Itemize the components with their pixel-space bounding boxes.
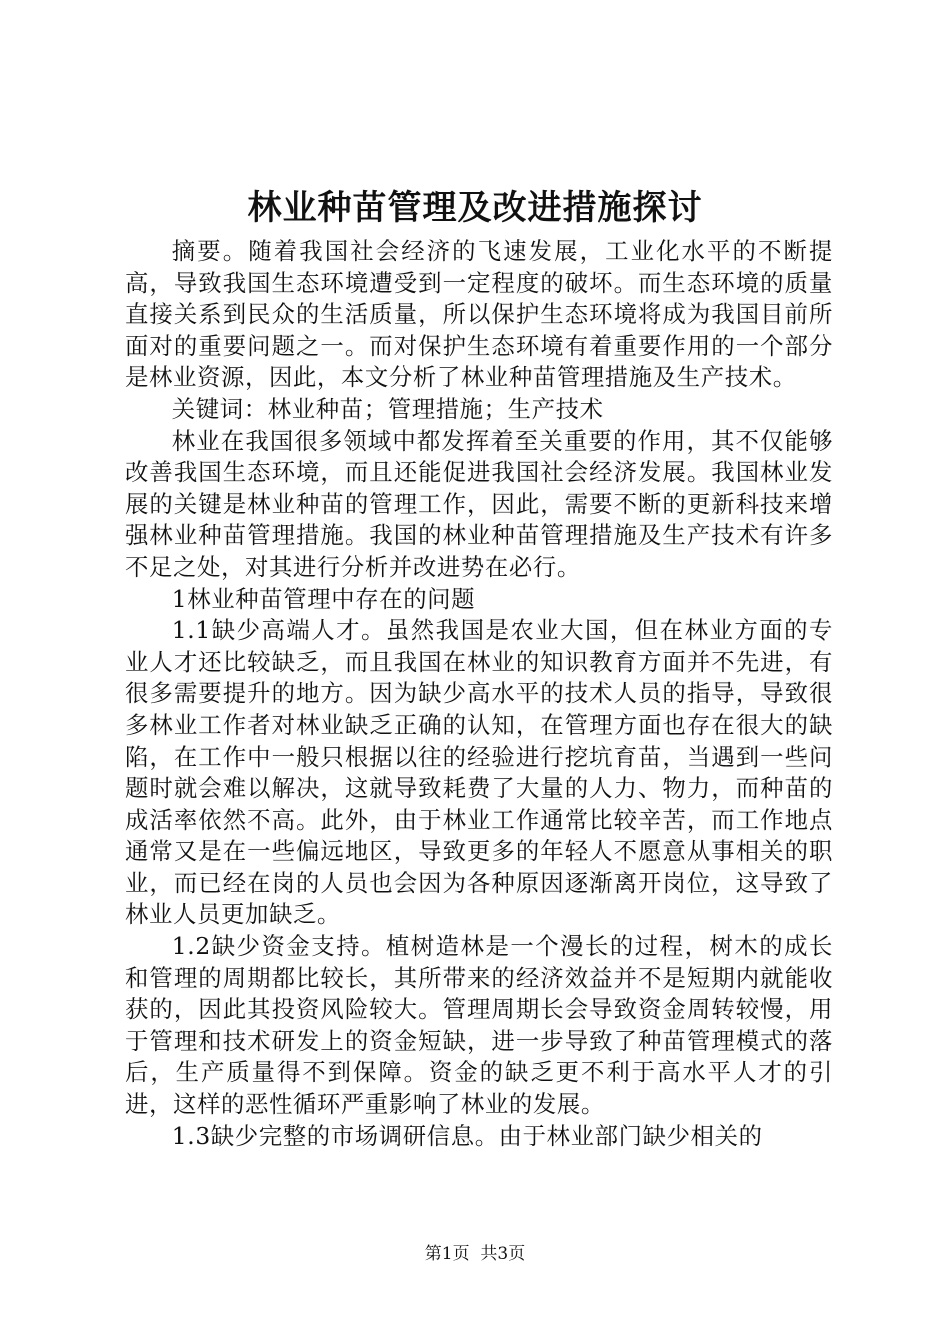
keywords-paragraph: 关键词：林业种苗；管理措施；生产技术	[171, 394, 604, 423]
page-number-label: 第1页	[424, 1244, 470, 1264]
section-heading: 1林业种苗管理中存在的问题	[171, 584, 476, 613]
document-body	[125, 236, 833, 1152]
intro-paragraph: 林业在我国很多领域中都发挥着至关重要的作用，其不仅能够改善我国生态环境，而且还能促进我国社会经济发展。我国林业发展的关键是林业种苗的管理工作，因此，需要不断的更新科技来增强林业种苗管理措施。我国的林业种苗管理措施及生产技术有许多不足之处，对其进行分析并改进势在必行。	[125, 426, 833, 581]
page-total-label: 共3页	[480, 1244, 526, 1264]
subsection-1-2-paragraph: 1.2缺少资金支持。植树造林是一个漫长的过程，树木的成长和管理的周期都比较长，其所带来的经济效益并不是短期内就能收获的，因此其投资风险较大。管理周期长会导致资金周转较慢，用于管理和技术研发上的资金短缺，进一步导致了种苗管理模式的落后，生产质量得不到保障。资金的缺乏更不利于高水平人才的引进，这样的恶性循环严重影响了林业的发展。	[125, 932, 833, 1119]
subsection-1-1-paragraph: 1.1缺少高端人才。虽然我国是农业大国，但在林业方面的专业人才还比较缺乏，而且我国在林业的知识教育方面并不先进，有很多需要提升的地方。因为缺少高水平的技术人员的指导，导致很多林业工作者对林业缺乏正确的认知，在管理方面也存在很大的缺陷，在工作中一般只根据以往的经验进行挖坑育苗，当遇到一些问题时就会难以解决，这就导致耗费了大量的人力、物力，而种苗的成活率依然不高。此外，由于林业工作通常比较辛苦，而工作地点通常又是在一些偏远地区，导致更多的年轻人不愿意从事相关的职业，而已经在岗的人员也会因为各种原因逐渐离开岗位，这导致了林业人员更加缺乏。	[125, 616, 833, 929]
abstract-paragraph: 摘要。随着我国社会经济的飞速发展，工业化水平的不断提高，导致我国生态环境遭受到一定程度的破坏。而生态环境的质量直接关系到民众的生活质量，所以保护生态环境将成为我国目前所面对的重要问题之一。而对保护生态环境有着重要作用的一个部分是林业资源，因此，本文分析了林业种苗管理措施及生产技术。	[125, 237, 833, 392]
document-title: 林业种苗管理及改进措施探讨	[247, 188, 703, 228]
subsection-1-3-paragraph: 1.3缺少完整的市场调研信息。由于林业部门缺少相关的	[171, 1121, 763, 1150]
page-footer	[0, 1243, 950, 1265]
